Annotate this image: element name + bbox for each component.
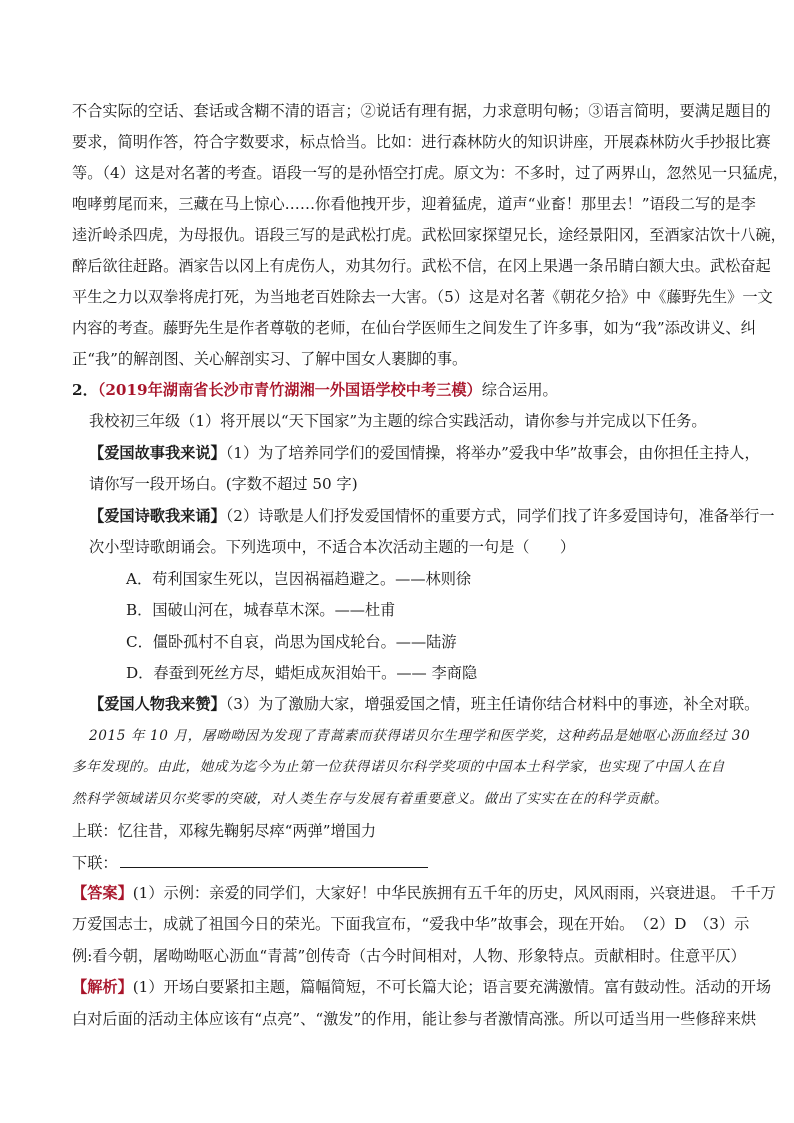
task3-line: [89, 694, 759, 714]
option-d: D．春蚕到死丝方尽，蜡炬成灰泪始干。—— 李商隐: [126, 664, 478, 682]
answer-line: 例:看今朝，屠呦呦呕心沥血“青蒿”创传奇（古今时间相对，人物、形象特点。贡献相时。住意平仄）: [72, 947, 746, 965]
material-line: 多年发现的。由此，她成为迄今为止第一位获得诺贝尔科学奖项的中国本土科学家，也实现了中国人在自: [72, 759, 725, 775]
analysis-tag: 【解析】: [72, 978, 133, 996]
task2-line: [89, 506, 775, 526]
q1-text-line: 正“我”的解剖图、关心解剖实习、了解中国女人裹脚的事。: [72, 350, 468, 368]
task2-text: （2）诗歌是人们抒发爱国情怀的重要方式，同学们找了许多爱国诗句，准备举行一: [225, 507, 775, 525]
q1-text-line: 平生之力以双拳将虎打死，为当地老百姓除去一大害。（5）这是对名著《朝花夕拾》中《藤野先生》一文: [72, 288, 773, 306]
q1-text-line: 咆哮剪尾而来，三藏在马上惊心……你看他拽开步，迎着猛虎，道声“业畜！那里去！”语段二写的是李: [72, 195, 756, 213]
lower-couplet: [72, 852, 428, 873]
analysis-line: 白对后面的活动主体应该有“点亮”、“激发”的作用，能让参与者激情高涨。所以可适当用一些修辞来烘: [72, 1010, 757, 1028]
q1-text-line: 醉后欲往赶路。酒家告以冈上有虎伤人，劝其勿行。武松不信，在冈上果遇一条吊睛白额大虫。武松奋起: [72, 257, 771, 275]
task1-tag: 【爱国故事我来说】: [89, 444, 226, 462]
material-line: 然科学领域诺贝尔奖零的突破，对人类生存与发展有着重要意义。做出了实实在在的科学贡献。: [72, 791, 669, 807]
task1-text: （1）为了培养同学们的爱国情操，将举办”爱我中华”故事会，由你担任主持人，: [225, 444, 760, 462]
analysis-text: (1）开场白要紧扣主题，篇幅简短，不可长篇大论；语言要充满激情。富有鼓动性。活动的开场: [132, 978, 772, 996]
task2-tag: 【爱国诗歌我来诵】: [89, 507, 226, 525]
lower-couplet-label: 下联：: [72, 854, 118, 872]
q2-heading: [72, 380, 558, 400]
option-b: B．国破山河在，城春草木深。——杜甫: [126, 601, 396, 619]
option-a: A．苟利国家生死以，岂因祸福趋避之。——林则徐: [126, 570, 472, 588]
q2-number: 2．: [72, 381, 98, 399]
q1-text-line: 等。（4）这是对名著的考查。语段一写的是孙悟空打虎。原文为：不多时，过了两界山，忽然见一只猛虎，: [72, 164, 788, 182]
q2-intro: 我校初三年级（1）将开展以“天下国家”为主题的综合实践活动，请你参与并完成以下任务。: [89, 412, 707, 430]
task1-continuation: 请你写一段开场白。(字数不超过 50 字): [89, 475, 358, 493]
answer-tag: 【答案】: [72, 884, 133, 902]
analysis-line: [72, 977, 771, 997]
upper-couplet: 上联：忆往昔，邓稼先鞠躬尽瘁“两弹”增国力: [72, 822, 377, 840]
answer-blank-line: [120, 852, 428, 868]
q1-text-line: 逵沂岭杀四虎，为母报仇。语段三写的是武松打虎。武松回家探望兄长，途经景阳冈，至酒家沽饮十八碗，: [72, 226, 786, 244]
task3-tag: 【爱国人物我来赞】: [89, 695, 226, 713]
q1-text-line: 不合实际的空话、套话或含糊不清的语言；②说话有理有据，力求意明句畅；③语言简明，要满足题目的: [72, 102, 771, 120]
task2-continuation: 次小型诗歌朗诵会。下列选项中，不适合本次活动主题的一句是（ ）: [89, 538, 575, 556]
answer-line: [72, 883, 776, 903]
task3-text: （3）为了激励大家，增强爱国之情，班主任请你结合材料中的事迹，补全对联。: [225, 695, 760, 713]
answer-line: 万爱国志士，成就了祖国今日的荣光。下面我宣布，“爱我中华”故事会，现在开始。 （2）D （3）示: [72, 915, 750, 933]
q2-type: 综合运用。: [481, 381, 558, 399]
q1-text-line: 要求，简明作答，符合字数要求，标点恰当。比如：进行森林防火的知识讲座，开展森林防火手抄报比赛: [72, 133, 771, 151]
material-line: 2015 年 10 月，屠呦呦因为发现了青蒿素而获得诺贝尔生理学和医学奖，这种药品是她呕心沥血经过 30: [89, 728, 751, 744]
answer-text: (1）示例：亲爱的同学们，大家好！中华民族拥有五千年的历史，风风雨雨，兴衰进退。 千千万: [132, 884, 776, 902]
q1-text-line: 内容的考查。藤野先生是作者尊敬的老师，在仙台学医师生之间发生了许多事，如为“我”添改讲义、纠: [72, 319, 756, 337]
q2-source: （2019年湖南省长沙市青竹湖湘一外国语学校中考三模）: [97, 381, 482, 399]
option-c: C．僵卧孤村不自哀，尚思为国戍轮台。——陆游: [126, 633, 457, 651]
task1-line: [89, 443, 760, 463]
